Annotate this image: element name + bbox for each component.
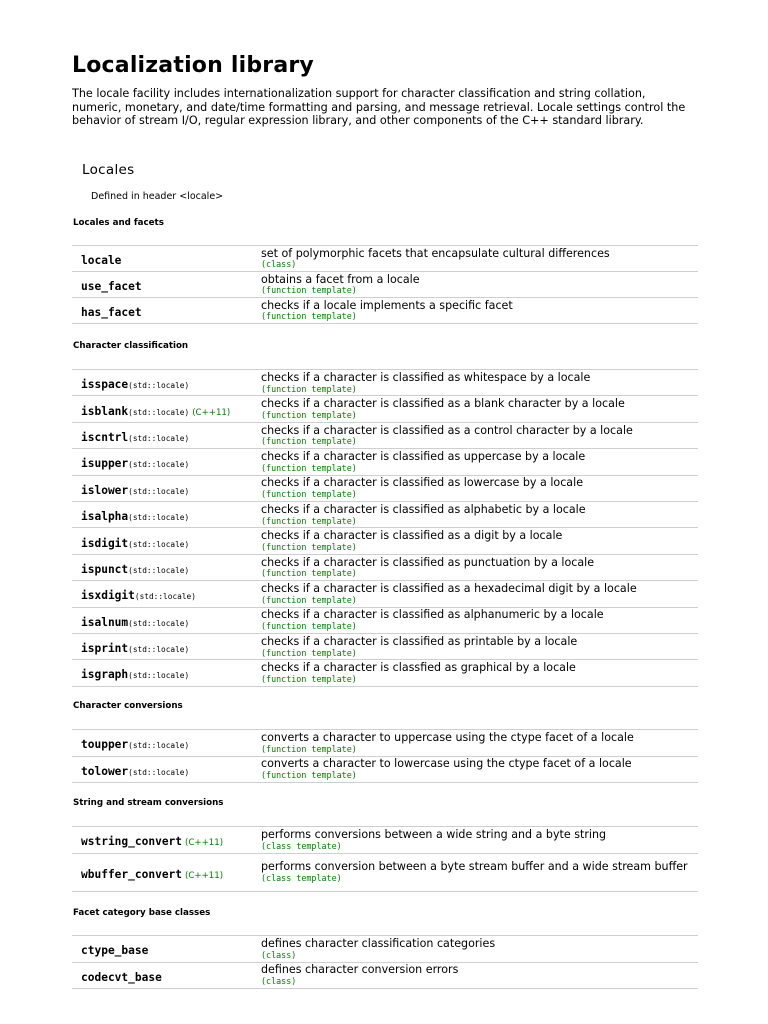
section-title-character-conversions: Character conversions [73,701,183,711]
table-row [72,607,698,633]
page-title: Localization library [72,53,314,78]
entry-link[interactable]: has_facet [81,306,142,319]
entry-kind: (function template) [261,541,357,552]
entry-description: checks if a character is classified as alphabetic by a locale [261,502,586,516]
entry-kind: (function template) [261,489,357,500]
entry-description: checks if a character is classified as lowercase by a locale [261,476,584,490]
entry-link[interactable]: ispunct [81,562,129,576]
entry-kind: (function template) [261,462,357,473]
entry-kind: (function template) [261,436,357,447]
table-row [72,730,698,757]
table-row [72,936,698,963]
entry-link[interactable]: isspace [81,378,129,392]
entry-description: checks if a character is classified as uppercase by a locale [261,449,586,463]
entry-link[interactable]: isgraph [81,668,129,682]
entry-link[interactable]: wstring_convert [81,835,183,849]
entry-kind: (class) [261,976,297,987]
version-badge: (C++11) [192,407,231,418]
namespace-note: (std::locale) [128,460,190,470]
header-note: Defined in header <locale> [91,191,224,202]
locales-heading: Locales [82,162,135,178]
entry-link[interactable]: isupper [81,457,129,471]
entry-description: checks if a character is classified as a blank character by a locale [261,397,625,411]
table-row [72,396,698,422]
intro-paragraph: The locale facility includes internationalization support for character classification and string collation, numeric, monetary, and date/time formatting and parsing, and message retrieval. Locale settings control the behavior of stream I/O, regular expression library, and other components of the C++ standard library. [72,87,686,127]
table-row [72,660,698,686]
table-locales-and-facets [72,245,698,324]
entry-kind: (function template) [261,594,357,605]
table-row [72,449,698,475]
namespace-note: (std::locale) [128,407,190,417]
namespace-note: (std::locale) [128,741,190,751]
entry-link[interactable]: codecvt_base [81,970,162,984]
entry-kind: (function template) [261,285,357,296]
section-title-character-classification: Character classification [73,341,189,351]
entry-description: checks if a character is classified as printable by a locale [261,634,578,648]
entry-link[interactable]: toupper [81,738,129,752]
entry-link[interactable]: isalnum [81,615,129,629]
namespace-note: (std::locale) [128,433,190,443]
table-row [72,422,698,448]
entry-kind: (function template) [261,568,357,579]
entry-kind: (class) [261,949,297,960]
section-title-locales-and-facets: Locales and facets [73,218,164,228]
entry-link[interactable]: isxdigit [81,589,135,603]
entry-link[interactable]: tolower [81,764,129,778]
table-row [72,528,698,554]
table-row [72,554,698,580]
entry-description: set of polymorphic facets that encapsulate cultural differences [261,246,610,260]
namespace-note: (std::locale) [128,381,190,391]
version-badge: (C++11) [185,870,224,881]
table-row [72,475,698,501]
version-badge: (C++11) [185,838,224,849]
entry-link[interactable]: islower [81,483,129,497]
entry-description: defines character conversion errors [261,963,459,977]
entry-link[interactable]: use_facet [81,280,142,293]
entry-link[interactable]: isdigit [81,536,129,550]
entry-description: performs conversions between a wide string and a byte string [261,827,607,841]
namespace-note: (std::locale) [128,767,190,777]
entry-link[interactable]: locale [81,254,122,267]
table-row [72,272,698,298]
entry-link[interactable]: isprint [81,642,129,656]
entry-description: checks if a character is classified as alphanumeric by a locale [261,608,604,622]
table-row [72,962,698,989]
table-row [72,633,698,659]
entry-description: checks if a character is classfied as graphical by a locale [261,661,576,675]
entry-kind: (class template) [261,872,342,883]
entry-link[interactable]: isalpha [81,510,129,524]
entry-description: checks if a character is classified as punctuation by a locale [261,555,595,569]
entry-kind: (function template) [261,743,357,754]
entry-kind: (function template) [261,409,357,420]
entry-kind: (function template) [261,647,357,658]
table-facet-category-base-classes [72,935,698,989]
section-title-string-and-stream-conversions: String and stream conversions [73,798,224,808]
table-row [72,827,698,854]
entry-description: checks if a character is classified as a digit by a locale [261,529,563,543]
table-string-and-stream-conversions [72,826,698,892]
table-row [72,246,698,272]
table-row [72,853,698,891]
entry-kind: (function template) [261,515,357,526]
entry-description: checks if a character is classified as whitespace by a locale [261,370,591,384]
entry-link[interactable]: wbuffer_convert [81,867,183,881]
entry-kind: (class) [261,259,297,270]
entry-kind: (class template) [261,840,342,851]
table-character-classification [72,369,698,687]
table-row [72,756,698,783]
entry-description: obtains a facet from a locale [261,272,420,286]
section-title-facet-category-base-classes: Facet category base classes [73,908,211,918]
table-row [72,581,698,607]
entry-link[interactable]: ctype_base [81,944,149,958]
entry-description: defines character classification categories [261,936,496,950]
namespace-note: (std::locale) [128,539,190,549]
entry-kind: (function template) [261,673,357,684]
namespace-note: (std::locale) [128,486,190,496]
table-row [72,298,698,324]
entry-description: checks if a character is classified as a hexadecimal digit by a locale [261,581,637,595]
table-row [72,501,698,527]
entry-kind: (function template) [261,383,357,394]
namespace-note: (std::locale) [134,592,196,602]
entry-kind: (function template) [261,311,357,322]
namespace-note: (std::locale) [128,618,190,628]
entry-kind: (function template) [261,770,357,781]
entry-link[interactable]: iscntrl [81,430,129,444]
namespace-note: (std::locale) [128,565,190,575]
table-character-conversions [72,729,698,783]
entry-description: performs conversion between a byte stream buffer and a wide stream buffer [261,860,688,874]
entry-description: checks if a character is classified as a control character by a locale [261,423,633,437]
entry-description: checks if a locale implements a specific facet [261,298,513,312]
table-row [72,370,698,396]
namespace-note: (std::locale) [128,513,190,523]
entry-kind: (function template) [261,621,357,632]
entry-description: converts a character to uppercase using the ctype facet of a locale [261,730,634,744]
namespace-note: (std::locale) [128,645,190,655]
namespace-note: (std::locale) [128,671,190,681]
entry-link[interactable]: isblank [81,404,129,418]
entry-description: converts a character to lowercase using the ctype facet of a locale [261,757,632,771]
